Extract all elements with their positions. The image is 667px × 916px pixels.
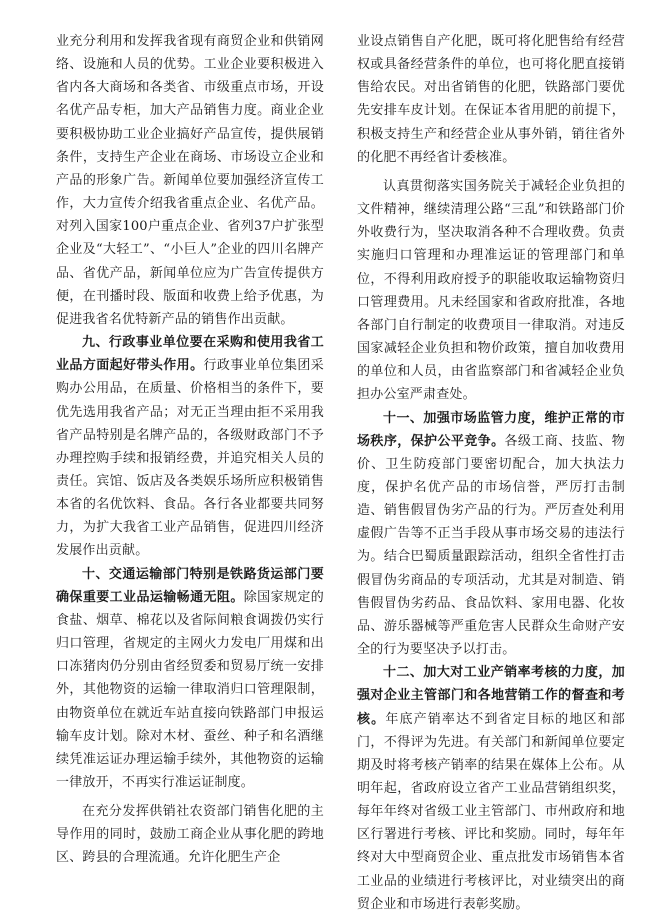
paragraph-text: 除国家规定的食盐、烟草、棉花以及省际间粮食调拨仍实行归口管理，省规定的主网火力发电厂用煤和出口冻猪肉仍分别由省经贸委和贸易厅统一安排外，其他物资的运输一律取消归口管理限制，由物资单位在就近车站直接向铁路部门申报运输车皮计划。除对木材、蚕丝、种子和名酒继续凭准运证办理运输手续外，其他物资的运输一律放开，不再实行准运证制度。 xyxy=(56,589,324,790)
section-heading-12: 十二、加大对工业产销率考核的力度，加强对企业主管部门和各地营销工作的督查和考核。 xyxy=(357,665,625,727)
section-heading-11: 十一、加强市场监管力度，维护正常的市场秩序，保护公平竞争。 xyxy=(357,410,625,449)
section-heading-10: 十、交通运输部门特别是铁路货运部门要确保重要工业品运输畅通无阻。 xyxy=(56,566,324,605)
paragraph-continued xyxy=(357,30,625,169)
paragraph-text: 行政事业单位集团采购办公用品，在质量、价格相当的条件下，要优先选用我省产品；对无正当理由拒不采用我省产品特别是名牌产品的，各级财政部门不予办理控购手续和报销经费，并追究相关人员的责任。宾馆、饭店及各类娱乐场所应积极销售本省的名优饮料、食品。各行各业都要共同努力，为扩大我省工业产品销售，促进四川经济发展作出贡献。 xyxy=(56,358,324,559)
paragraph-text: 业充分利用和发挥我省现有商贸企业和供销网络、设施和人员的优势。工业企业要积极进入省内各大商场和各类省、市级重点市场，开设名优产品专柜，加大产品销售力度。商业企业要积极协助工业企业搞好产品宣传，提供展销条件，支持生产企业在商场、市场设立企业和产品的形象广告。新闻单位要加强经济宣传工作，大力宣传介绍我省重点企业、名优产品。对列入国家100户重点企业、省列37户扩张型企业及“大轻工”、“小巨人”企业的四川名牌产品、省优产品，新闻单位应为广告宣传提供方便，在刊播时段、版面和收费上给予优惠，为促进我省名优特新产品的销售作出贡献。 xyxy=(56,34,324,327)
paragraph-section-9 xyxy=(56,331,324,563)
paragraph-section-12 xyxy=(357,661,625,916)
paragraph-section-10 xyxy=(56,563,324,795)
paragraph-continued xyxy=(56,30,324,331)
paragraph-text: 认真贯彻落实国务院关于减轻企业负担的文件精神，继续清理公路“三乱”和铁路部门价外收费行为，坚决取消各种不合理收费。负责实施归口管理和办理准运证的管理部门和单位，不得利用政府授予的职能收取运输物资归口管理费用。凡未经国家和省政府批准，各地各部门自行制定的收费项目一律取消。对违反国家减轻企业负担和物价政策，擅自加收费用的单位和人员，由省监察部门和省减轻企业负担办公室严肃查处。 xyxy=(357,178,625,403)
paragraph-text: 各级工商、技监、物价、卫生防疫部门要密切配合，加大执法力度，保护名优产品的市场信誉，严厉打击制造、销售假冒伪劣产品的行为。严厉查处利用虚假广告等不正当手段从事市场交易的违法行为。结合巴蜀质量跟踪活动，组织全省性打击假冒伪劣商品的专项活动，尤其是对制造、销售假冒伪劣药品、食品饮料、家用电器、化妆品、游乐器械等严重危害人民群众生命财产安全的行为要坚决予以打击。 xyxy=(357,433,625,658)
paragraph-section-11 xyxy=(357,407,625,662)
paragraph-reduce-burden xyxy=(357,175,625,407)
right-column xyxy=(357,30,625,916)
left-column xyxy=(56,30,324,870)
paragraph-text: 年底产销率达不到省定目标的地区和部门，不得评为先进。有关部门和新闻单位要定期及时将考核产销率的结果在媒体上公布。从明年起，省政府设立省产工业品营销组织奖，每年年终对省级工业主管部门、市州政府和地区行署进行考核、评比和奖励。同时，每年年终对大中型商贸企业、重点批发市场销售本省工业品的业绩进行考核评比，对业绩突出的商贸企业和市场进行表彰奖励。 xyxy=(357,711,625,912)
paragraph-text: 业设点销售自产化肥，既可将化肥售给有经营权或具备经营条件的单位，也可将化肥直接销售给农民。对出省销售的化肥，铁路部门要优先安排车皮计划。在保证本省用肥的前提下，积极支持生产和经营企业从事外销，销往省外的化肥不再经省计委核准。 xyxy=(357,34,625,165)
section-heading-9: 九、行政事业单位要在采购和使用我省工业品方面起好带头作用。 xyxy=(56,335,324,374)
paragraph-fertilizer xyxy=(56,800,324,869)
paragraph-text: 在充分发挥供销社农资部门销售化肥的主导作用的同时，鼓励工商企业从事化肥的跨地区、跨县的合理流通。允许化肥生产企 xyxy=(56,804,324,866)
